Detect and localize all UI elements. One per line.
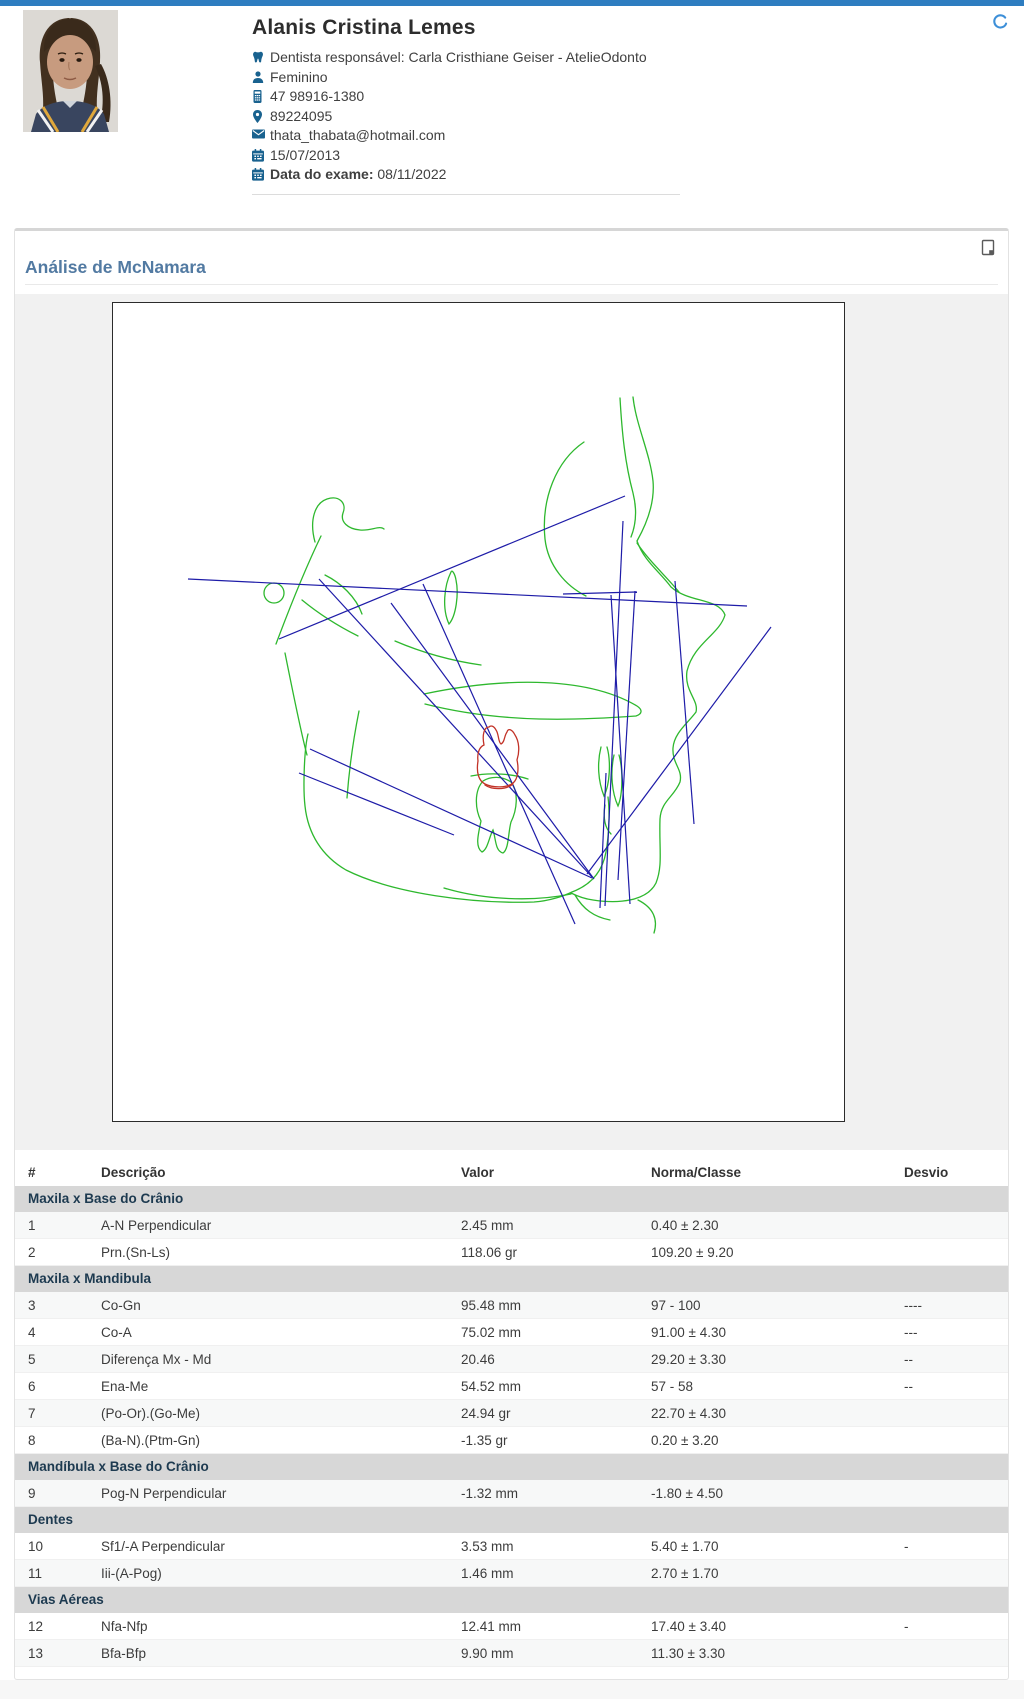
col-header-desvio: Desvio: [904, 1164, 949, 1180]
tooth-icon: [252, 51, 264, 64]
detail-exam-date: [252, 165, 680, 185]
patient-name: Alanis Cristina Lemes: [252, 16, 476, 39]
title-divider: [25, 284, 998, 285]
detail-zipcode: [252, 107, 680, 127]
table-row: [15, 1292, 1008, 1319]
cell-desc: Nfa-Nfp: [101, 1618, 148, 1634]
table-header-row: [15, 1158, 1008, 1186]
detail-email: [252, 126, 680, 146]
cell-desc: (Po-Or).(Go-Me): [101, 1405, 200, 1421]
cell-norma: 97 - 100: [651, 1297, 701, 1313]
cell-desvio: -: [904, 1538, 909, 1554]
cell-desc: Bfa-Bfp: [101, 1645, 147, 1661]
cell-valor: -1.32 mm: [461, 1485, 519, 1501]
page-title: Análise de McNamara: [25, 257, 206, 277]
email-label: thata_thabata@hotmail.com: [270, 127, 446, 143]
cell-norma: 5.40 ± 1.70: [651, 1538, 719, 1554]
top-accent-bar: [0, 0, 1024, 6]
col-header-norma: Norma/Classe: [651, 1164, 742, 1180]
cell-norma: 29.20 ± 3.30: [651, 1351, 726, 1367]
tracing-green-anatomy: [264, 397, 725, 933]
phone-icon: [252, 90, 263, 103]
table-row: [15, 1613, 1008, 1640]
page-bottom-area: [0, 1680, 1024, 1699]
cell-desvio: ---: [904, 1324, 918, 1340]
cell-num: 9: [28, 1485, 36, 1501]
table-section-header: Maxila x Mandibula: [15, 1266, 1008, 1292]
cell-desc: Co-Gn: [101, 1297, 141, 1313]
patient-photo: [23, 10, 118, 132]
cell-num: 8: [28, 1432, 36, 1448]
cell-valor: 95.48 mm: [461, 1297, 522, 1313]
analysis-table: [15, 1158, 1008, 1667]
cell-num: 2: [28, 1244, 36, 1260]
cell-desc: Ena-Me: [101, 1378, 149, 1394]
cell-desc: Iii-(A-Pog): [101, 1565, 162, 1581]
cell-num: 6: [28, 1378, 36, 1394]
patient-info-panel: [252, 16, 680, 195]
table-row: [15, 1560, 1008, 1587]
cell-desc: (Ba-N).(Ptm-Gn): [101, 1432, 200, 1448]
table-row: [15, 1346, 1008, 1373]
detail-gender: [252, 68, 680, 88]
exam-date-value: 08/11/2022: [377, 166, 447, 182]
cell-desc: Sf1/-A Perpendicular: [101, 1538, 225, 1554]
cell-norma: 2.70 ± 1.70: [651, 1565, 719, 1581]
detail-dentist: [252, 48, 680, 68]
birthdate-label: 15/07/2013: [270, 146, 341, 163]
cephalometric-tracing: [112, 302, 845, 1122]
tracing-analysis-lines: [188, 496, 771, 924]
cell-norma: 22.70 ± 4.30: [651, 1405, 726, 1421]
cell-desc: Co-A: [101, 1324, 132, 1340]
cell-norma: 0.40 ± 2.30: [651, 1217, 719, 1233]
cell-valor: 118.06 gr: [461, 1244, 518, 1260]
cell-num: 5: [28, 1351, 36, 1367]
cell-desc: Prn.(Sn-Ls): [101, 1244, 171, 1260]
cell-norma: 0.20 ± 3.20: [651, 1432, 719, 1448]
table-section-header: Mandíbula x Base do Crânio: [15, 1454, 1008, 1480]
cell-valor: 1.46 mm: [461, 1565, 514, 1581]
cell-num: 11: [28, 1565, 43, 1581]
col-header-num: #: [28, 1164, 36, 1180]
zipcode-label: 89224095: [270, 107, 333, 124]
analysis-card: [14, 228, 1009, 1680]
table-section-header: Maxila x Base do Crânio: [15, 1186, 1008, 1212]
table-row: [15, 1212, 1008, 1239]
cell-num: 7: [28, 1405, 36, 1421]
calendar-icon: [252, 168, 264, 181]
cell-norma: 17.40 ± 3.40: [651, 1618, 726, 1634]
exam-date-label: Data do exame:: [270, 166, 374, 182]
table-row: [15, 1239, 1008, 1266]
cell-desc: Diferença Mx - Md: [101, 1351, 212, 1367]
person-icon: [252, 71, 264, 83]
tracing-red-tooth: [477, 726, 518, 789]
table-section-header: Vias Aéreas: [15, 1587, 1008, 1613]
loading-spinner[interactable]: [991, 13, 1008, 30]
cell-valor: 12.41 mm: [461, 1618, 522, 1634]
cell-desc: Pog-N Perpendicular: [101, 1485, 227, 1501]
table-section-header: Dentes: [15, 1507, 1008, 1533]
cell-valor: 24.94 gr: [461, 1405, 511, 1421]
cell-num: 12: [28, 1618, 44, 1634]
location-icon: [252, 110, 263, 123]
cell-norma: 57 - 58: [651, 1378, 694, 1394]
table-row: [15, 1373, 1008, 1400]
phone-label: 47 98916-1380: [270, 88, 365, 104]
cell-norma: -1.80 ± 4.50: [651, 1485, 723, 1501]
cell-norma: 11.30 ± 3.30: [651, 1645, 725, 1661]
tracing-panel: [15, 294, 1008, 1150]
cell-num: 3: [28, 1297, 36, 1313]
cell-num: 10: [28, 1538, 44, 1554]
cell-valor: 3.53 mm: [461, 1538, 514, 1554]
detail-phone: [252, 87, 680, 107]
table-row: [15, 1480, 1008, 1507]
col-header-valor: Valor: [461, 1164, 495, 1180]
email-icon: [252, 129, 265, 139]
cell-norma: 109.20 ± 9.20: [651, 1244, 734, 1260]
cell-desvio: -: [904, 1618, 909, 1634]
table-row: [15, 1533, 1008, 1560]
gender-label: Feminino: [270, 68, 328, 85]
dentist-label: Dentista responsável: Carla Cristhiane Geiser - AtelieOdonto: [270, 49, 647, 65]
col-header-desc: Descrição: [101, 1164, 166, 1180]
analysis-table-body: [15, 1186, 1008, 1667]
cell-desvio: ----: [904, 1297, 922, 1313]
cell-num: 4: [28, 1324, 36, 1340]
cell-valor: 75.02 mm: [461, 1324, 522, 1340]
cell-desvio: --: [904, 1378, 913, 1394]
document-icon[interactable]: [981, 239, 996, 257]
cell-desc: A-N Perpendicular: [101, 1217, 212, 1233]
table-row: [15, 1640, 1008, 1667]
cell-norma: 91.00 ± 4.30: [651, 1324, 726, 1340]
table-row: [15, 1319, 1008, 1346]
cell-valor: 54.52 mm: [461, 1378, 522, 1394]
detail-birthdate: [252, 146, 680, 166]
table-row: [15, 1427, 1008, 1454]
cell-valor: 20.46: [461, 1351, 495, 1367]
cell-valor: -1.35 gr: [461, 1432, 508, 1448]
table-row: [15, 1400, 1008, 1427]
cell-num: 13: [28, 1645, 44, 1661]
cell-valor: 9.90 mm: [461, 1645, 514, 1661]
cell-num: 1: [28, 1217, 36, 1233]
cell-valor: 2.45 mm: [461, 1217, 514, 1233]
cell-desvio: --: [904, 1351, 913, 1367]
calendar-icon: [252, 149, 264, 162]
